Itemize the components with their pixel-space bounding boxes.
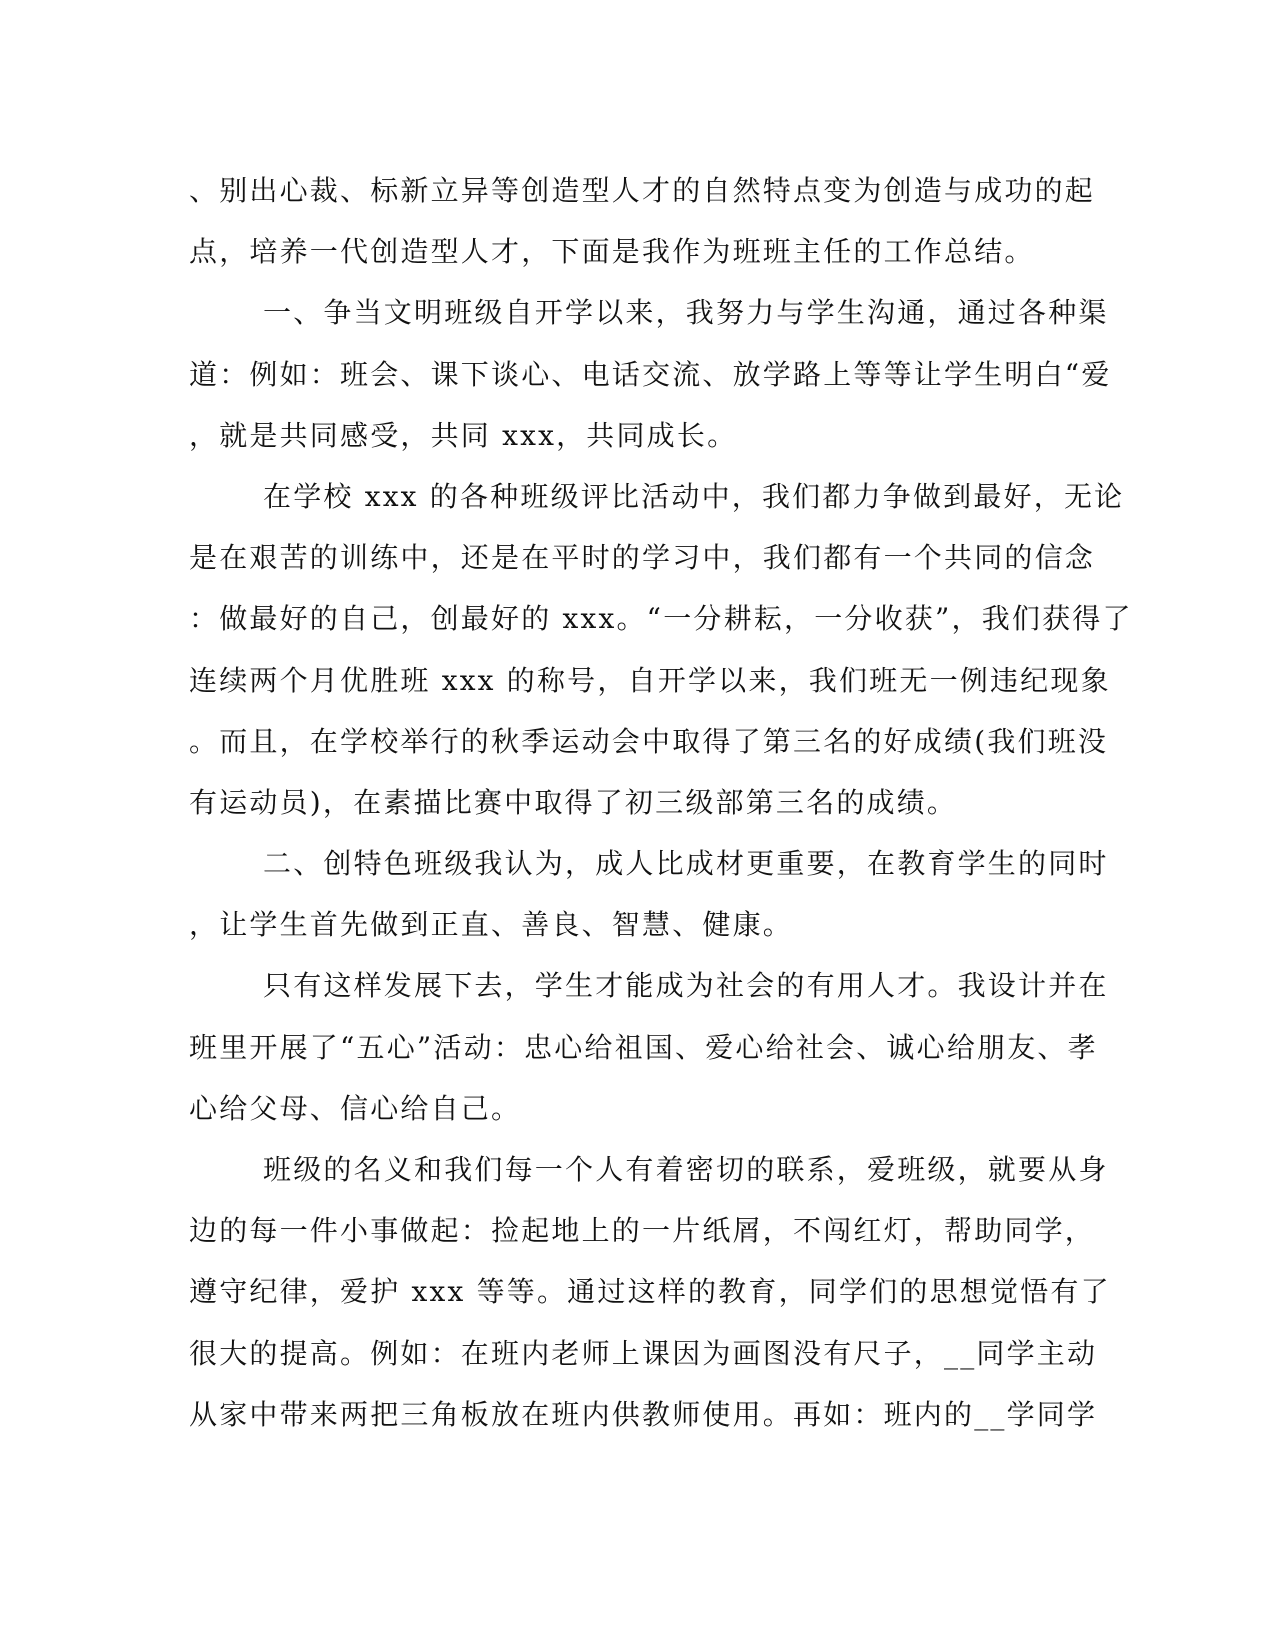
text-line: 从家中带来两把三角板放在班内供教师使用。再如：班内的__学同学: [189, 1397, 1098, 1431]
text-line: 点，培养一代创造型人才，下面是我作为班班主任的工作总结。: [189, 235, 1035, 269]
text-line: 有运动员)，在素描比赛中取得了初三级部第三名的成绩。: [189, 785, 958, 819]
text-line: 班级的名义和我们每一个人有着密切的联系，爱班级，就要从身: [263, 1153, 1109, 1186]
text-line: 是在艰苦的训练中，还是在平时的学习中，我们都有一个共同的信念: [189, 541, 1096, 575]
text-line: 一、争当文明班级自开学以来，我努力与学生沟通，通过各种渠: [263, 296, 1109, 330]
text-line: 心给父母、信心给自己。: [189, 1091, 522, 1125]
text-line: 二、创特色班级我认为，成人比成材更重要，在教育学生的同时: [263, 847, 1109, 881]
text-line: 、别出心裁、标新立异等创造型人才的自然特点变为创造与成功的起: [189, 174, 1096, 207]
text-line: ，就是共同感受，共同 xxx，共同成长。: [189, 418, 738, 452]
text-line: 道：例如：班会、课下谈心、电话交流、放学路上等等让学生明白“爱: [189, 357, 1112, 391]
text-line: 连续两个月优胜班 xxx 的称号，自开学以来，我们班无一例违纪现象: [189, 663, 1111, 697]
text-line: 只有这样发展下去，学生才能成为社会的有用人才。我设计并在: [263, 969, 1109, 1003]
text-line: ：做最好的自己，创最好的 xxx。“一分耕耘，一分收获”，我们获得了: [189, 602, 1133, 636]
text-line: 边的每一件小事做起：捡起地上的一片纸屑，不闯红灯，帮助同学，: [189, 1214, 1096, 1248]
text-line: 。而且，在学校举行的秋季运动会中取得了第三名的好成绩(我们班没: [189, 724, 1109, 758]
text-line: 遵守纪律，爱护 xxx 等等。通过这样的教育，同学们的思想觉悟有了: [189, 1275, 1111, 1309]
text-line: 在学校 xxx 的各种班级评比活动中，我们都力争做到最好，无论: [263, 479, 1125, 513]
text-line: 很大的提高。例如：在班内老师上课因为画图没有尺子，__同学主动: [189, 1336, 1098, 1370]
text-line: ，让学生首先做到正直、善良、智慧、健康。: [189, 908, 794, 942]
text-line: 班里开展了“五心”活动：忠心给祖国、爱心给社会、诚心给朋友、孝: [189, 1030, 1098, 1064]
document-body: [189, 160, 1133, 1445]
